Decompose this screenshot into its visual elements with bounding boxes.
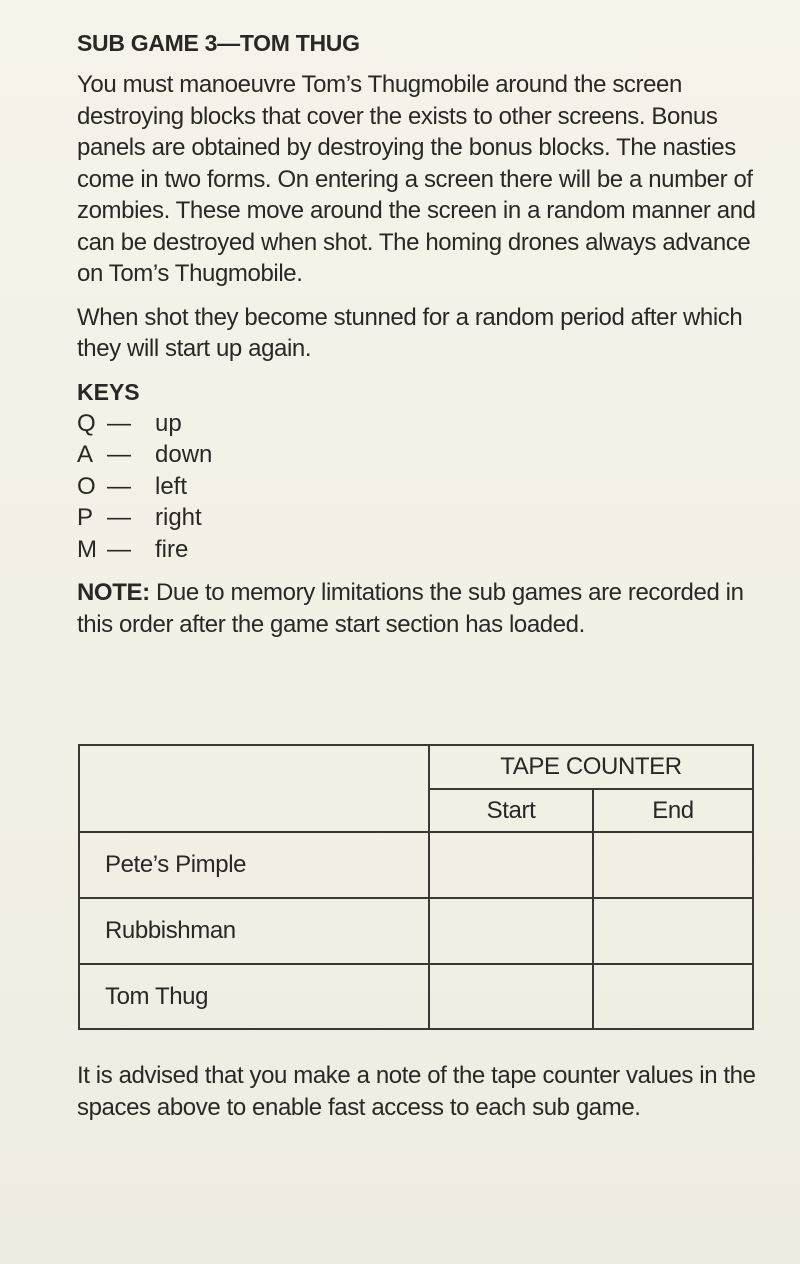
game-name-cell: Tom Thug <box>79 964 429 1029</box>
page-title: SUB GAME 3—TOM THUG <box>77 30 360 56</box>
footer-section <box>77 1060 757 1135</box>
note-label: NOTE: <box>77 579 150 606</box>
keys-heading: KEYS <box>77 378 140 405</box>
note-paragraph <box>77 577 757 640</box>
table-row <box>79 898 753 964</box>
key-row-down <box>77 439 757 471</box>
key-letter: Q <box>77 409 96 437</box>
instructions-section <box>77 30 757 652</box>
key-action: left <box>155 472 188 500</box>
end-counter-cell[interactable] <box>593 964 753 1029</box>
tape-counter-header: TAPE COUNTER <box>429 745 753 789</box>
key-row-fire <box>77 534 757 566</box>
stun-paragraph: When shot they become stunned for a random period after which they will start up again. <box>77 303 743 362</box>
table-row <box>79 832 753 898</box>
key-action: right <box>155 504 202 531</box>
tape-counter-table <box>78 744 754 1030</box>
key-row-up <box>77 408 757 440</box>
start-column-header: Start <box>429 789 593 832</box>
end-counter-cell[interactable] <box>593 832 753 898</box>
game-name-cell: Pete’s Pimple <box>79 832 429 898</box>
keys-list <box>77 408 757 566</box>
footer-paragraph: It is advised that you make a note of the tape counter values in the spaces above to enable fast access to each sub game. <box>77 1062 756 1121</box>
game-name-cell: Rubbishman <box>79 898 429 964</box>
table-header-row <box>79 745 753 789</box>
key-letter: O <box>77 472 96 500</box>
key-dash: — <box>107 472 131 500</box>
key-row-left <box>77 471 757 503</box>
key-action: down <box>155 441 213 468</box>
start-counter-cell[interactable] <box>429 964 593 1029</box>
end-counter-cell[interactable] <box>593 898 753 964</box>
start-counter-cell[interactable] <box>429 898 593 964</box>
key-letter: P <box>77 504 94 531</box>
key-dash: — <box>107 504 131 531</box>
end-column-header: End <box>593 789 753 832</box>
blank-header-cell <box>79 745 429 832</box>
key-letter: A <box>77 441 94 468</box>
key-letter: M <box>77 535 97 563</box>
start-counter-cell[interactable] <box>429 832 593 898</box>
description-paragraph: You must manoeuvre Tom’s Thugmobile around the screen destroying blocks that cover the exists to other screens. Bonus panels are obtained by destroying the bonus blocks. The nasties come in two forms. On entering a screen there will be a number of zombies. These move around the screen in a random manner and can be destroyed when shot. The homing drones always advance on Tom’s Thugmobile. <box>77 71 756 287</box>
key-action: fire <box>155 535 189 563</box>
note-text: Due to memory limitations the sub games are recorded in this order after the game start section has loaded. <box>77 579 744 638</box>
key-action: up <box>155 409 182 437</box>
key-dash: — <box>107 409 131 437</box>
key-row-right <box>77 502 757 534</box>
key-dash: — <box>107 535 131 563</box>
table-row <box>79 964 753 1029</box>
key-dash: — <box>107 441 131 468</box>
